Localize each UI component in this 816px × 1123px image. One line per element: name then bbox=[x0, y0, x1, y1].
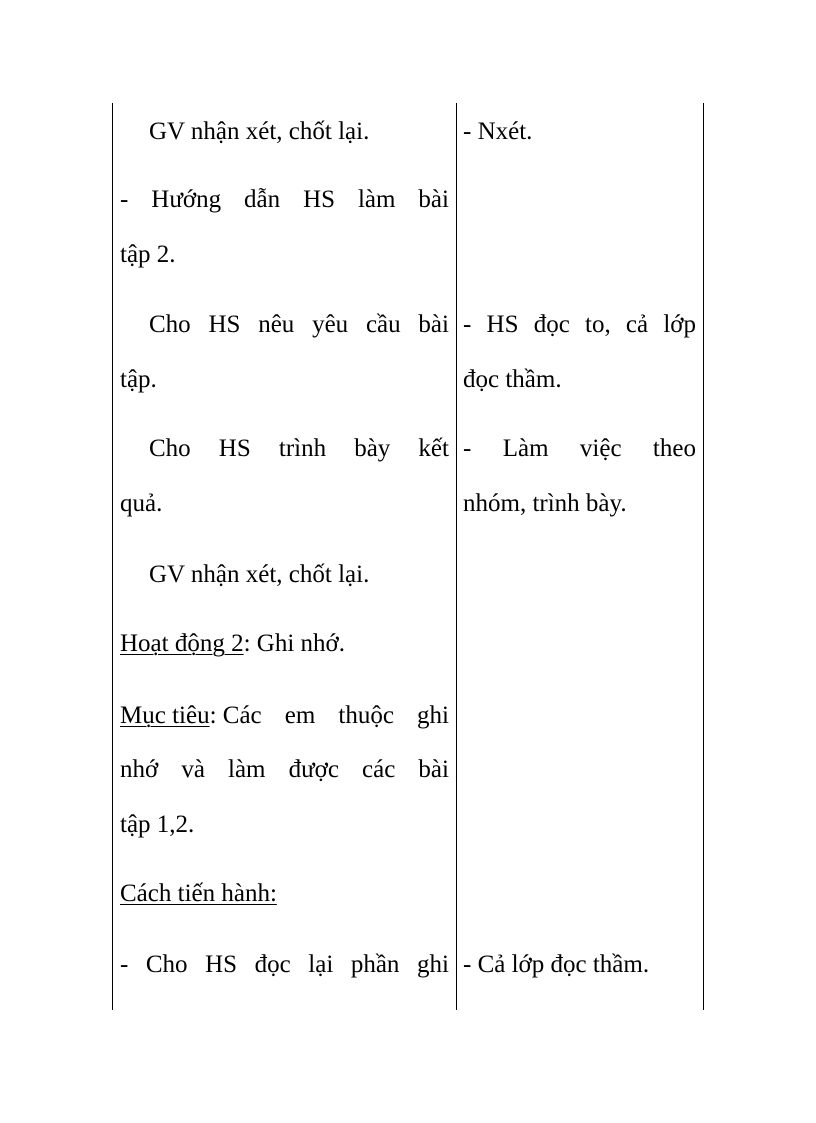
text-line: nhớ và làm được các bài bbox=[120, 756, 449, 783]
activity-heading: Hoạt động 2: Ghi nhớ. bbox=[120, 630, 346, 657]
text-line: nhóm, trình bày. bbox=[463, 490, 627, 517]
text-line: GV nhận xét, chốt lại. bbox=[149, 118, 370, 145]
text-line: - Cho HS đọc lại phần ghi bbox=[120, 951, 449, 978]
table-border-middle bbox=[456, 103, 457, 1010]
text-line: tập. bbox=[120, 366, 157, 393]
text-line: tập 1,2. bbox=[120, 811, 195, 838]
text-line: - Cả lớp đọc thầm. bbox=[463, 951, 650, 978]
text-line: Cho HS trình bày kết bbox=[149, 435, 449, 462]
text-line: Cho HS nêu yêu cầu bài bbox=[149, 311, 449, 338]
text-line: quả. bbox=[120, 490, 163, 517]
text-line: - Làm việc theo bbox=[463, 435, 696, 462]
procedure-heading: Cách tiến hành: bbox=[120, 880, 277, 907]
objective-line: Mục tiêu: Các em thuộc ghi bbox=[120, 702, 449, 729]
table-border-right bbox=[703, 103, 704, 1010]
table-border-left bbox=[112, 103, 113, 1010]
text-line: - Hướng dẫn HS làm bài bbox=[120, 186, 449, 213]
text-line: GV nhận xét, chốt lại. bbox=[149, 561, 370, 588]
text-line: - HS đọc to, cả lớp bbox=[463, 311, 696, 338]
text-line: - Nxét. bbox=[463, 118, 533, 145]
text-line: tập 2. bbox=[120, 241, 176, 268]
text-line: đọc thầm. bbox=[463, 366, 562, 393]
